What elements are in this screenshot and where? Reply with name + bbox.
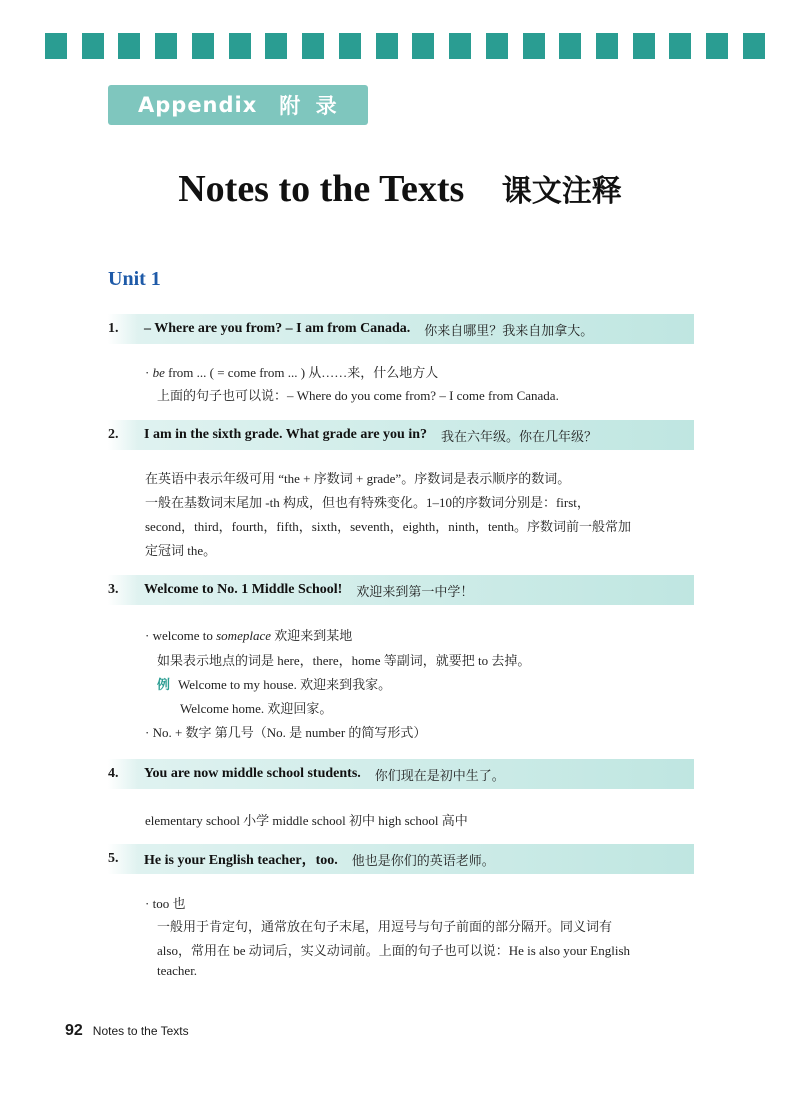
note-5-heading bbox=[108, 844, 694, 874]
note-3-line-1 bbox=[145, 625, 352, 644]
term: someplace bbox=[216, 628, 271, 643]
note-number: 2. bbox=[108, 427, 119, 442]
note-5-line-1: · too 也 bbox=[145, 896, 186, 911]
note-number: 5. bbox=[108, 851, 119, 866]
note-2-heading bbox=[108, 420, 694, 450]
note-1-line-1 bbox=[145, 362, 438, 381]
term-explanation: from ... ( = come from ... ) 从……来，什么地方人 bbox=[164, 365, 439, 380]
note-5-line-3: also，常用在 be 动词后，实义动词前。上面的句子也可以说：He is also your English bbox=[157, 943, 631, 958]
phrase: · welcome to bbox=[145, 628, 217, 643]
footer-title: Notes to the Texts bbox=[92, 1024, 189, 1038]
example-text: Welcome to my house. 欢迎来到我家。 bbox=[178, 677, 392, 692]
note-translation: 你来自哪里？我来自加拿大。 bbox=[424, 323, 594, 339]
note-sentence: – Where are you from? – I am from Canada. bbox=[144, 321, 411, 336]
unit-heading: Unit 1 bbox=[108, 268, 161, 290]
appendix-label-cn: 附 录 bbox=[279, 94, 341, 118]
note-sentence: Welcome to No. 1 Middle School! bbox=[144, 582, 343, 597]
note-2-line-1: 在英语中表示年级可用 “the + 序数词 + grade”。序数词是表示顺序的数词。 bbox=[145, 471, 571, 486]
note-translation: 欢迎来到第一中学！ bbox=[356, 584, 474, 600]
note-3-line-5: · No. + 数字 第几号（No. 是 number 的简写形式） bbox=[145, 725, 427, 740]
note-2-line-2: 一般在基数词末尾加 -th 构成，但也有特殊变化。1–10的序数词分别是：first， bbox=[145, 495, 590, 510]
note-3-example-2: Welcome home. 欢迎回家。 bbox=[180, 701, 333, 716]
note-translation: 你们现在是初中生了。 bbox=[374, 768, 505, 784]
note-3-line-2: 如果表示地点的词是 here，there，home 等副词，就要把 to 去掉。 bbox=[157, 653, 531, 668]
note-sentence: I am in the sixth grade. What grade are you in? bbox=[144, 427, 427, 442]
bullet: · bbox=[145, 365, 150, 380]
note-number: 1. bbox=[108, 321, 119, 336]
page-title-cn: 课文注释 bbox=[501, 174, 622, 209]
note-translation: 我在六年级。你在几年级？ bbox=[441, 429, 598, 445]
note-2-line-4: 定冠词 the。 bbox=[145, 543, 217, 558]
term-explanation: 欢迎来到某地 bbox=[271, 628, 353, 643]
note-number: 4. bbox=[108, 766, 119, 781]
page-number: 92 bbox=[65, 1022, 83, 1039]
note-5-line-4: teacher. bbox=[157, 963, 198, 978]
page-title-en: Notes to the Texts bbox=[178, 168, 465, 210]
term: be bbox=[152, 365, 165, 380]
appendix-banner bbox=[108, 85, 368, 125]
note-4-heading bbox=[108, 759, 694, 789]
example-label: 例 bbox=[157, 678, 171, 693]
note-3-heading bbox=[108, 575, 694, 605]
note-2-line-3: second，third，fourth，fifth，sixth，seventh，eighth，ninth，tenth。序数词前一般常加 bbox=[145, 519, 632, 534]
note-1-line-2: 上面的句子也可以说：– Where do you come from? – I come from Canada. bbox=[157, 388, 559, 403]
note-5-line-2: 一般用于肯定句，通常放在句子末尾，用逗号与句子前面的部分隔开。同义词有 bbox=[157, 919, 613, 934]
note-sentence: He is your English teacher，too. bbox=[144, 853, 338, 868]
page-title bbox=[0, 166, 800, 211]
note-1-heading bbox=[108, 314, 694, 344]
note-translation: 他也是你们的英语老师。 bbox=[351, 853, 495, 869]
note-sentence: You are now middle school students. bbox=[144, 766, 361, 781]
page-footer bbox=[65, 1022, 189, 1040]
note-4-line-1: elementary school 小学 middle school 初中 high school 高中 bbox=[145, 813, 468, 828]
note-3-example-1 bbox=[157, 674, 391, 693]
note-number: 3. bbox=[108, 582, 119, 597]
appendix-label: Appendix bbox=[138, 93, 258, 117]
top-decorative-strip bbox=[45, 33, 765, 59]
